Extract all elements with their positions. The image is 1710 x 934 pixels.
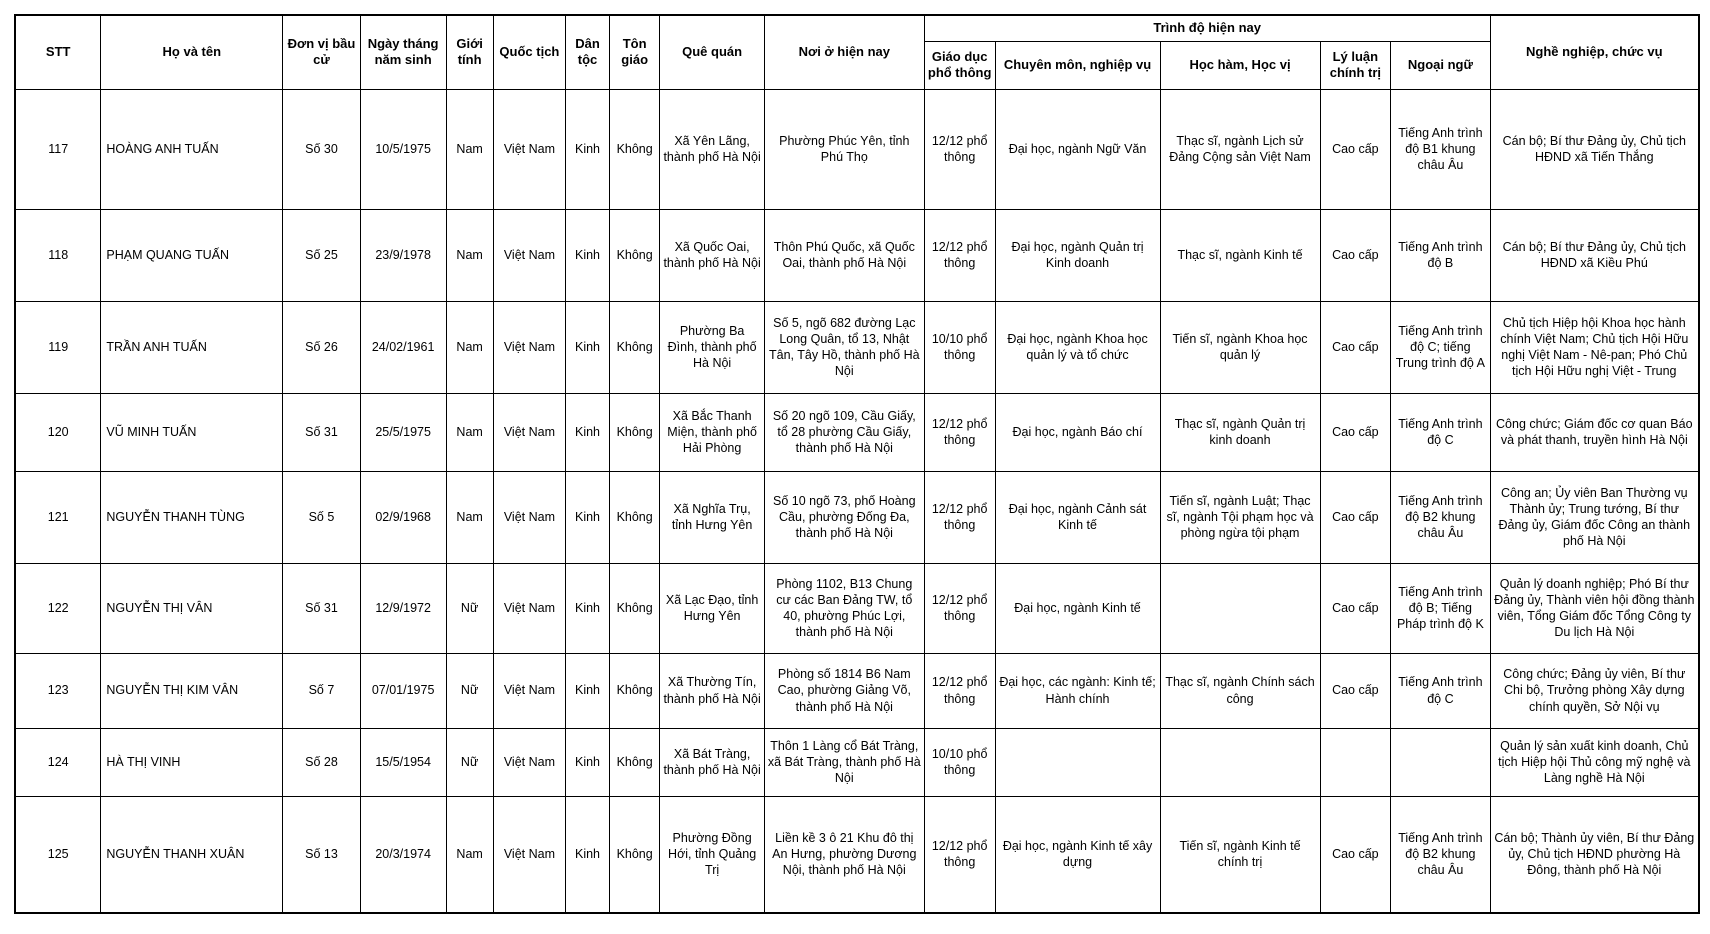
cell-gioi-tinh: Nữ [446,728,493,796]
candidates-table [14,14,1700,914]
cell-dan-toc: Kinh [566,393,610,471]
cell-noi-o: Phòng 1102, B13 Chung cư các Ban Đảng TW, tổ 40, phường Phúc Lợi, thành phố Hà Nội [764,563,924,653]
cell-dan-toc: Kinh [566,563,610,653]
cell-ho-va-ten: NGUYỄN THANH XUÂN [101,796,283,913]
table-row [15,471,1699,563]
cell-giao-duc: 10/10 phổ thông [924,728,995,796]
cell-ton-giao: Không [609,89,660,209]
cell-que-quan: Xã Thường Tín, thành phố Hà Nội [660,653,764,728]
header-gioi-tinh: Giới tính [446,15,493,89]
header-que-quan: Quê quán [660,15,764,89]
cell-ngoai-ngu: Tiếng Anh trình độ B2 khung châu Âu [1391,471,1490,563]
cell-ly-luan: Cao cấp [1320,393,1391,471]
cell-giao-duc: 12/12 phổ thông [924,653,995,728]
cell-ngay-sinh: 02/9/1968 [360,471,446,563]
cell-quoc-tich: Việt Nam [493,301,565,393]
table-row [15,301,1699,393]
header-ly-luan: Lý luận chính trị [1320,41,1391,89]
cell-noi-o: Thôn Phú Quốc, xã Quốc Oai, thành phố Hà Nội [764,209,924,301]
cell-que-quan: Xã Bát Tràng, thành phố Hà Nội [660,728,764,796]
cell-hoc-ham: Thạc sĩ, ngành Kinh tế [1160,209,1320,301]
header-quoc-tich: Quốc tịch [493,15,565,89]
header-ngoai-ngu: Ngoại ngữ [1391,41,1490,89]
cell-hoc-ham: Tiến sĩ, ngành Luật; Thạc sĩ, ngành Tội phạm học và phòng ngừa tội phạm [1160,471,1320,563]
cell-ngoai-ngu: Tiếng Anh trình độ B [1391,209,1490,301]
cell-gioi-tinh: Nam [446,301,493,393]
cell-don-vi-bau-cu: Số 7 [283,653,360,728]
cell-dan-toc: Kinh [566,653,610,728]
cell-ho-va-ten: PHẠM QUANG TUẤN [101,209,283,301]
cell-ly-luan: Cao cấp [1320,653,1391,728]
cell-stt: 124 [15,728,101,796]
cell-que-quan: Phường Đồng Hới, tỉnh Quảng Trị [660,796,764,913]
cell-ton-giao: Không [609,301,660,393]
cell-don-vi-bau-cu: Số 31 [283,393,360,471]
cell-don-vi-bau-cu: Số 26 [283,301,360,393]
header-chuyen-mon: Chuyên môn, nghiệp vụ [995,41,1160,89]
header-noi-o: Nơi ở hiện nay [764,15,924,89]
cell-chuyen-mon: Đại học, ngành Quản trị Kinh doanh [995,209,1160,301]
cell-ngoai-ngu: Tiếng Anh trình độ B2 khung châu Âu [1391,796,1490,913]
cell-giao-duc: 12/12 phổ thông [924,796,995,913]
cell-ho-va-ten: NGUYỄN THỊ VÂN [101,563,283,653]
cell-hoc-ham: Thạc sĩ, ngành Chính sách công [1160,653,1320,728]
cell-giao-duc: 12/12 phổ thông [924,393,995,471]
cell-noi-o: Số 10 ngõ 73, phố Hoàng Cầu, phường Đống Đa, thành phố Hà Nội [764,471,924,563]
cell-ton-giao: Không [609,393,660,471]
cell-ly-luan: Cao cấp [1320,563,1391,653]
cell-ton-giao: Không [609,728,660,796]
cell-ho-va-ten: NGUYỄN THỊ KIM VÂN [101,653,283,728]
cell-ngay-sinh: 12/9/1972 [360,563,446,653]
cell-chuyen-mon: Đại học, các ngành: Kinh tế; Hành chính [995,653,1160,728]
cell-chuyen-mon: Đại học, ngành Cảnh sát Kinh tế [995,471,1160,563]
cell-nghe-nghiep: Cán bộ; Thành ủy viên, Bí thư Đảng ủy, Chủ tịch HĐND phường Hà Đông, thành phố Hà Nội [1490,796,1699,913]
table-row [15,209,1699,301]
cell-giao-duc: 12/12 phổ thông [924,89,995,209]
cell-gioi-tinh: Nữ [446,653,493,728]
cell-ton-giao: Không [609,653,660,728]
cell-ho-va-ten: VŨ MINH TUẤN [101,393,283,471]
table-row [15,728,1699,796]
header-stt: STT [15,15,101,89]
cell-chuyen-mon: Đại học, ngành Khoa học quản lý và tổ chức [995,301,1160,393]
cell-chuyen-mon: Đại học, ngành Kinh tế [995,563,1160,653]
cell-giao-duc: 10/10 phổ thông [924,301,995,393]
cell-chuyen-mon [995,728,1160,796]
header-dan-toc: Dân tộc [566,15,610,89]
table-row [15,796,1699,913]
header-ho-va-ten: Họ và tên [101,15,283,89]
cell-stt: 125 [15,796,101,913]
cell-hoc-ham: Thạc sĩ, ngành Lịch sử Đảng Cộng sản Việt Nam [1160,89,1320,209]
cell-ly-luan: Cao cấp [1320,89,1391,209]
cell-don-vi-bau-cu: Số 30 [283,89,360,209]
cell-nghe-nghiep: Chủ tịch Hiệp hội Khoa học hành chính Việt Nam; Chủ tịch Hội Hữu nghị Việt Nam - Nê-pan; Phó Chủ tịch Hội Hữu nghị Việt - Trung [1490,301,1699,393]
cell-stt: 120 [15,393,101,471]
cell-ngay-sinh: 10/5/1975 [360,89,446,209]
cell-ly-luan [1320,728,1391,796]
cell-giao-duc: 12/12 phổ thông [924,209,995,301]
cell-nghe-nghiep: Công chức; Giám đốc cơ quan Báo và phát thanh, truyền hình Hà Nội [1490,393,1699,471]
cell-ly-luan: Cao cấp [1320,796,1391,913]
cell-don-vi-bau-cu: Số 31 [283,563,360,653]
cell-nghe-nghiep: Cán bộ; Bí thư Đảng ủy, Chủ tịch HĐND xã Kiều Phú [1490,209,1699,301]
cell-ngay-sinh: 25/5/1975 [360,393,446,471]
cell-ngay-sinh: 15/5/1954 [360,728,446,796]
cell-ly-luan: Cao cấp [1320,209,1391,301]
cell-nghe-nghiep: Quản lý doanh nghiệp; Phó Bí thư Đảng ủy, Thành viên hội đồng thành viên, Tổng Giám đốc Tổng Công ty Du lịch Hà Nội [1490,563,1699,653]
cell-ngay-sinh: 23/9/1978 [360,209,446,301]
cell-ho-va-ten: HÀ THỊ VINH [101,728,283,796]
cell-don-vi-bau-cu: Số 25 [283,209,360,301]
cell-ho-va-ten: NGUYỄN THANH TÙNG [101,471,283,563]
cell-que-quan: Xã Lạc Đạo, tỉnh Hưng Yên [660,563,764,653]
cell-que-quan: Xã Nghĩa Trụ, tỉnh Hưng Yên [660,471,764,563]
cell-ngoai-ngu: Tiếng Anh trình độ C [1391,653,1490,728]
header-group-trinh-do: Trình độ hiện nay [924,15,1490,41]
cell-ngay-sinh: 20/3/1974 [360,796,446,913]
cell-ngay-sinh: 07/01/1975 [360,653,446,728]
cell-dan-toc: Kinh [566,89,610,209]
cell-nghe-nghiep: Cán bộ; Bí thư Đảng ủy, Chủ tịch HĐND xã Tiến Thắng [1490,89,1699,209]
cell-noi-o: Phòng số 1814 B6 Nam Cao, phường Giảng Võ, thành phố Hà Nội [764,653,924,728]
table-row [15,653,1699,728]
cell-gioi-tinh: Nam [446,796,493,913]
cell-que-quan: Xã Quốc Oai, thành phố Hà Nội [660,209,764,301]
header-hoc-ham: Học hàm, Học vị [1160,41,1320,89]
cell-dan-toc: Kinh [566,209,610,301]
cell-quoc-tich: Việt Nam [493,653,565,728]
cell-gioi-tinh: Nam [446,209,493,301]
document-sheet [14,14,1700,914]
table-row [15,393,1699,471]
header-ton-giao: Tôn giáo [609,15,660,89]
header-ngay-sinh: Ngày tháng năm sinh [360,15,446,89]
cell-ngoai-ngu: Tiếng Anh trình độ B1 khung châu Âu [1391,89,1490,209]
cell-ho-va-ten: TRẦN ANH TUẤN [101,301,283,393]
header-nghe-nghiep: Nghề nghiệp, chức vụ [1490,15,1699,89]
cell-stt: 122 [15,563,101,653]
cell-don-vi-bau-cu: Số 13 [283,796,360,913]
cell-dan-toc: Kinh [566,471,610,563]
cell-hoc-ham [1160,728,1320,796]
header-giao-duc: Giáo dục phổ thông [924,41,995,89]
cell-ton-giao: Không [609,209,660,301]
cell-ho-va-ten: HOÀNG ANH TUẤN [101,89,283,209]
cell-dan-toc: Kinh [566,301,610,393]
cell-noi-o: Thôn 1 Làng cổ Bát Tràng, xã Bát Tràng, thành phố Hà Nội [764,728,924,796]
cell-chuyen-mon: Đại học, ngành Ngữ Văn [995,89,1160,209]
cell-noi-o: Số 5, ngõ 682 đường Lạc Long Quân, tổ 13, Nhật Tân, Tây Hồ, thành phố Hà Nội [764,301,924,393]
cell-noi-o: Liền kề 3 ô 21 Khu đô thị An Hưng, phường Dương Nội, thành phố Hà Nội [764,796,924,913]
cell-chuyen-mon: Đại học, ngành Báo chí [995,393,1160,471]
cell-ngoai-ngu: Tiếng Anh trình độ C [1391,393,1490,471]
cell-don-vi-bau-cu: Số 28 [283,728,360,796]
cell-stt: 117 [15,89,101,209]
cell-ngoai-ngu: Tiếng Anh trình độ B; Tiếng Pháp trình độ K [1391,563,1490,653]
cell-nghe-nghiep: Công an; Ủy viên Ban Thường vụ Thành ủy; Trung tướng, Bí thư Đảng ủy, Giám đốc Công an thành phố Hà Nội [1490,471,1699,563]
cell-ton-giao: Không [609,471,660,563]
cell-giao-duc: 12/12 phổ thông [924,471,995,563]
cell-quoc-tich: Việt Nam [493,89,565,209]
cell-hoc-ham: Tiến sĩ, ngành Kinh tế chính trị [1160,796,1320,913]
cell-gioi-tinh: Nam [446,89,493,209]
cell-stt: 119 [15,301,101,393]
cell-ton-giao: Không [609,563,660,653]
table-body [15,89,1699,913]
cell-quoc-tich: Việt Nam [493,728,565,796]
cell-que-quan: Xã Yên Lãng, thành phố Hà Nội [660,89,764,209]
table-header [15,15,1699,89]
cell-ngoai-ngu: Tiếng Anh trình độ C; tiếng Trung trình độ A [1391,301,1490,393]
cell-quoc-tich: Việt Nam [493,471,565,563]
cell-stt: 121 [15,471,101,563]
cell-ly-luan: Cao cấp [1320,471,1391,563]
cell-nghe-nghiep: Công chức; Đảng ủy viên, Bí thư Chi bộ, Trưởng phòng Xây dựng chính quyền, Sở Nội vụ [1490,653,1699,728]
cell-quoc-tich: Việt Nam [493,393,565,471]
header-don-vi-bau-cu: Đơn vị bầu cử [283,15,360,89]
table-row [15,89,1699,209]
cell-stt: 123 [15,653,101,728]
cell-hoc-ham [1160,563,1320,653]
cell-que-quan: Phường Ba Đình, thành phố Hà Nội [660,301,764,393]
cell-quoc-tich: Việt Nam [493,563,565,653]
cell-dan-toc: Kinh [566,796,610,913]
cell-dan-toc: Kinh [566,728,610,796]
cell-ngoai-ngu [1391,728,1490,796]
cell-ly-luan: Cao cấp [1320,301,1391,393]
table-row [15,563,1699,653]
cell-don-vi-bau-cu: Số 5 [283,471,360,563]
cell-gioi-tinh: Nam [446,393,493,471]
cell-quoc-tich: Việt Nam [493,209,565,301]
cell-chuyen-mon: Đại học, ngành Kinh tế xây dựng [995,796,1160,913]
cell-stt: 118 [15,209,101,301]
cell-hoc-ham: Thạc sĩ, ngành Quản trị kinh doanh [1160,393,1320,471]
cell-que-quan: Xã Bắc Thanh Miện, thành phố Hải Phòng [660,393,764,471]
cell-hoc-ham: Tiến sĩ, ngành Khoa học quản lý [1160,301,1320,393]
cell-noi-o: Phường Phúc Yên, tỉnh Phú Thọ [764,89,924,209]
cell-quoc-tich: Việt Nam [493,796,565,913]
cell-giao-duc: 12/12 phổ thông [924,563,995,653]
cell-ton-giao: Không [609,796,660,913]
cell-nghe-nghiep: Quản lý sản xuất kinh doanh, Chủ tịch Hiệp hội Thủ công mỹ nghệ và Làng nghề Hà Nội [1490,728,1699,796]
cell-noi-o: Số 20 ngõ 109, Cầu Giấy, tổ 28 phường Cầu Giấy, thành phố Hà Nội [764,393,924,471]
cell-gioi-tinh: Nam [446,471,493,563]
cell-ngay-sinh: 24/02/1961 [360,301,446,393]
cell-gioi-tinh: Nữ [446,563,493,653]
